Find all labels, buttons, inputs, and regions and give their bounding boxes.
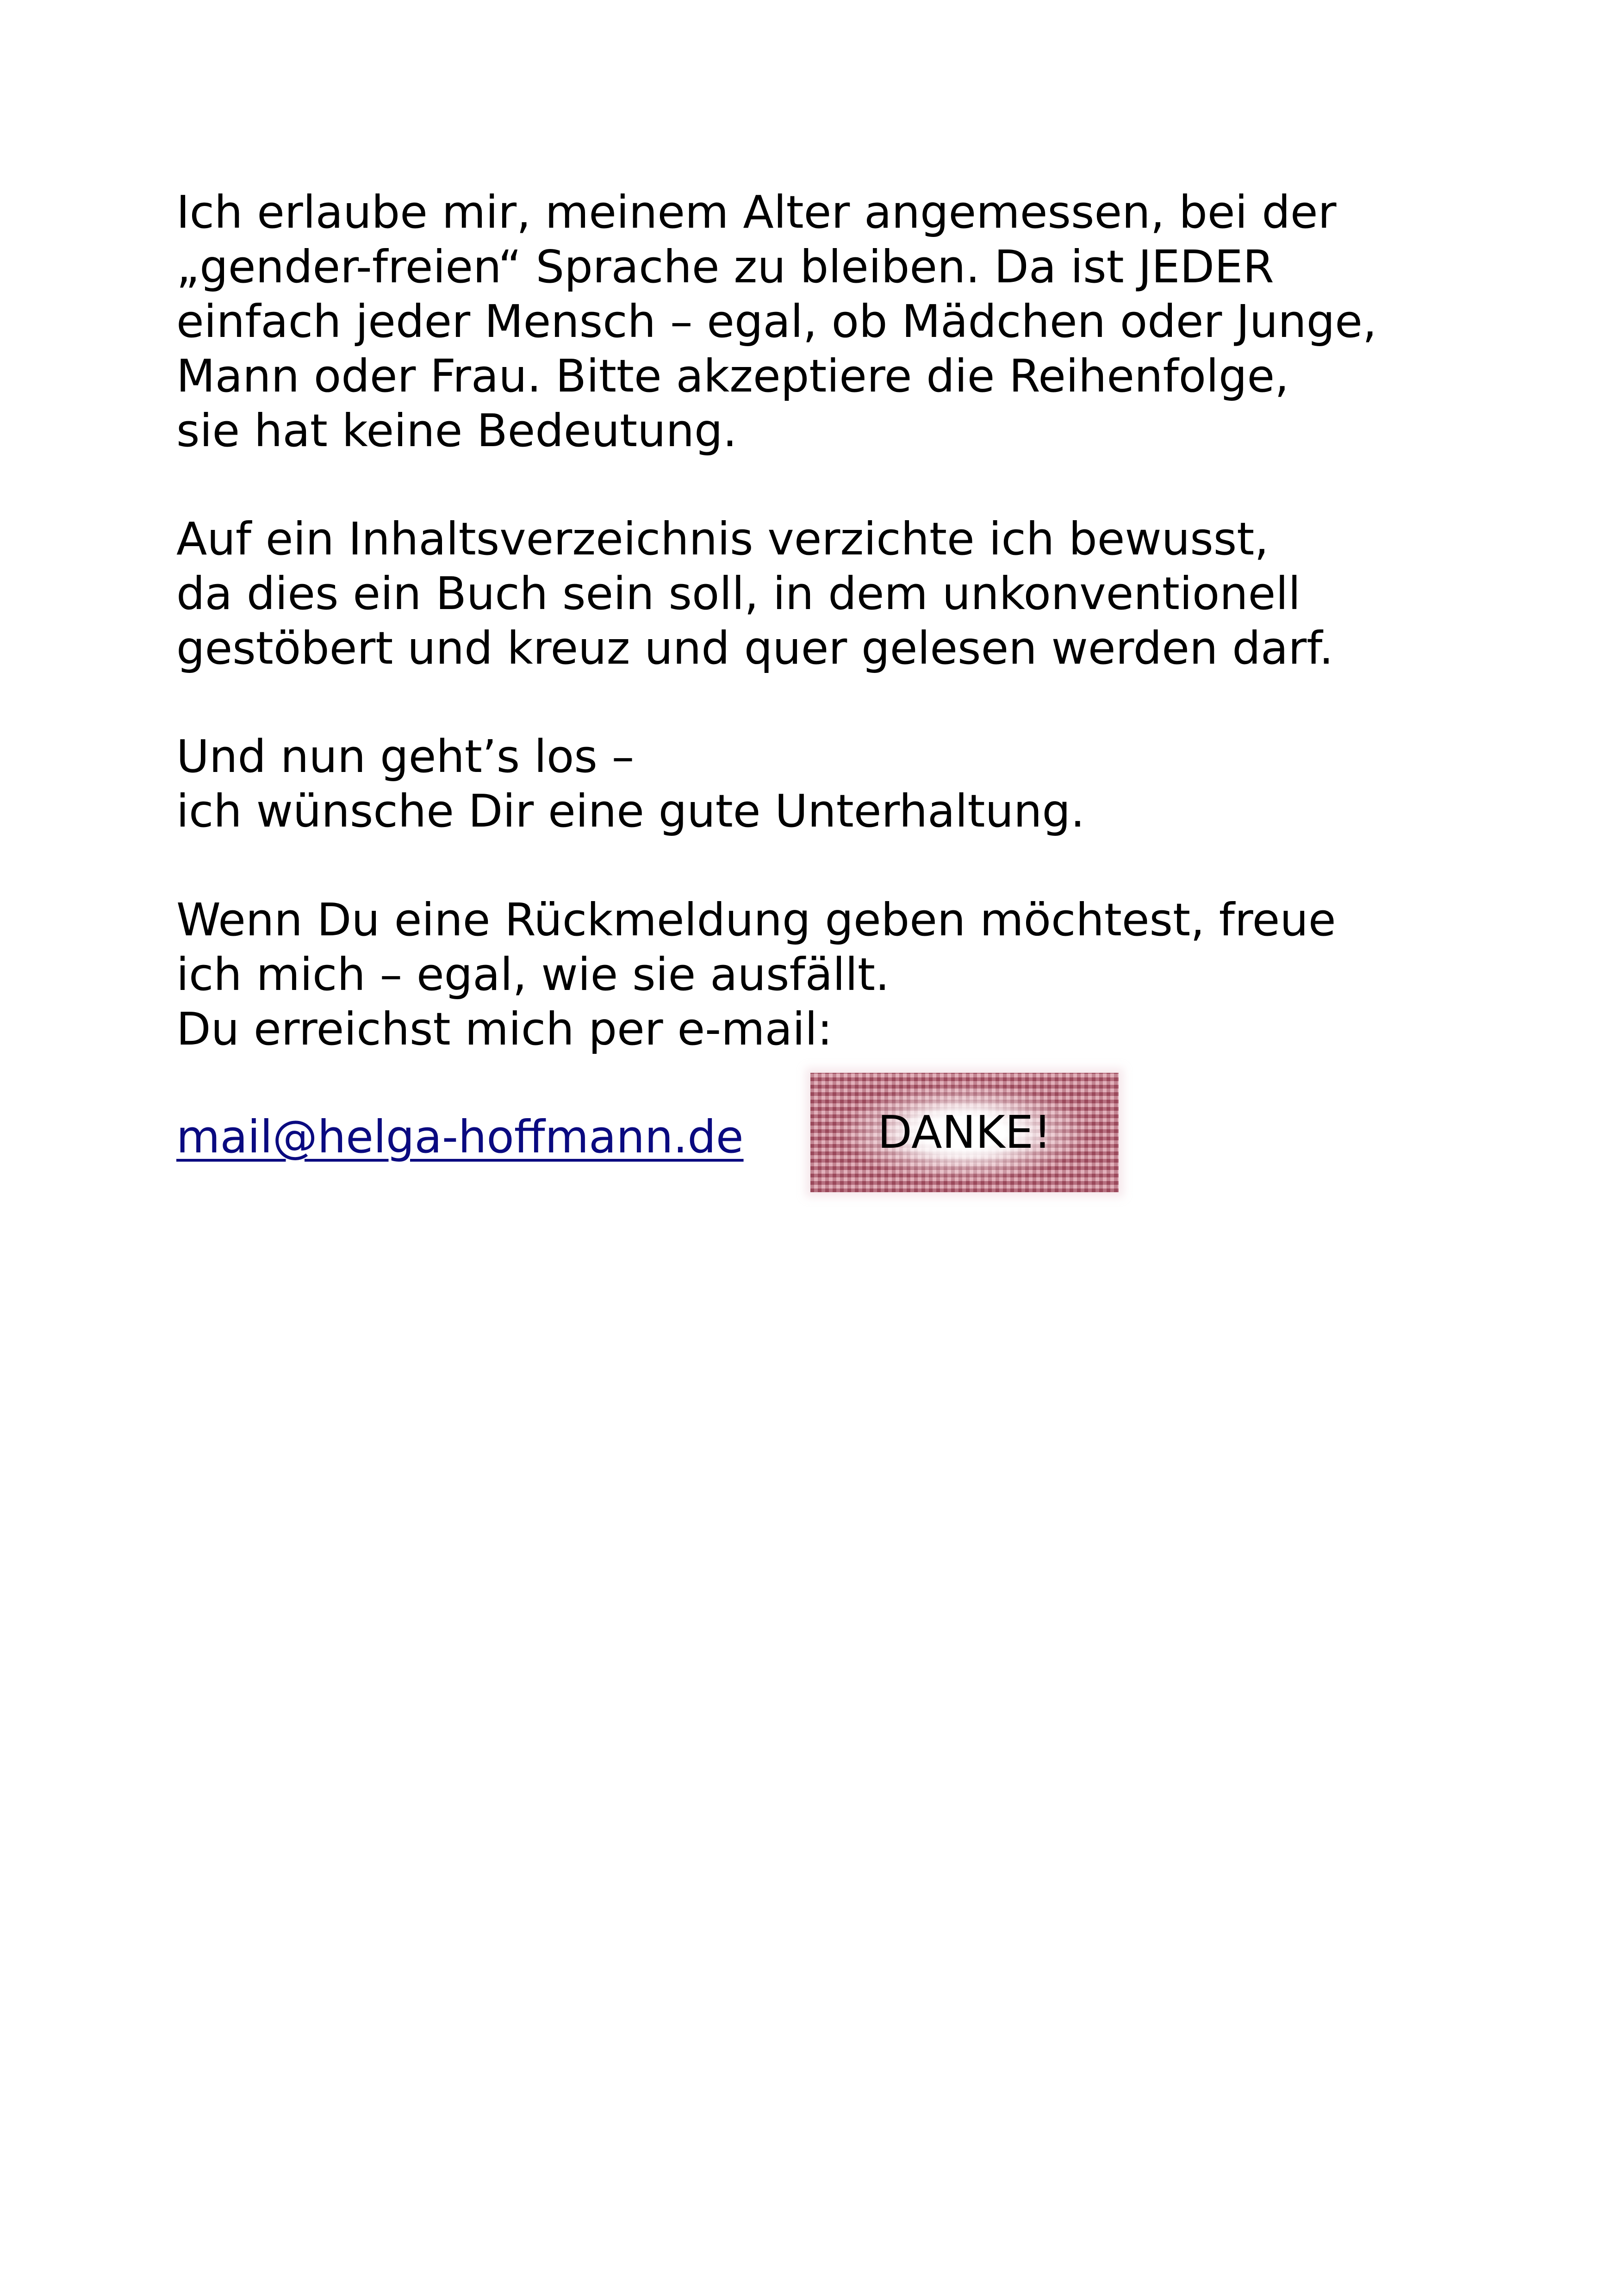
text-line: Wenn Du eine Rückmeldung geben möchtest, freue [176, 894, 1336, 946]
paragraph-feedback [176, 893, 1336, 1057]
paragraph-gender-language [176, 185, 1377, 458]
text-line: Du erreichst mich per e-mail: [176, 1003, 833, 1055]
danke-label: DANKE! [877, 1106, 1052, 1158]
text-line: Ich erlaube mir, meinem Alter angemessen, bei der [176, 186, 1337, 238]
paragraph-table-of-contents [176, 512, 1333, 676]
text-line: da dies ein Buch sein soll, in dem unkonventionell [176, 567, 1301, 620]
text-line: ich wünsche Dir eine gute Unterhaltung. [176, 785, 1085, 837]
danke-badge-image [810, 1073, 1119, 1192]
text-line: Und nun geht’s los – [176, 730, 635, 783]
text-line: gestöbert und kreuz und quer gelesen werden darf. [176, 622, 1334, 674]
text-line: Mann oder Frau. Bitte akzeptiere die Reihenfolge, [176, 350, 1289, 402]
email-link[interactable]: mail@helga-hoffmann.de [176, 1111, 744, 1163]
text-line: „gender-freien“ Sprache zu bleiben. Da ist JEDER [176, 241, 1274, 293]
paragraph-lets-go [176, 729, 1085, 839]
text-line: sie hat keine Bedeutung. [176, 404, 737, 457]
text-line: ich mich – egal, wie sie ausfällt. [176, 948, 890, 1001]
text-line: einfach jeder Mensch – egal, ob Mädchen oder Junge, [176, 295, 1377, 348]
text-line: Auf ein Inhaltsverzeichnis verzichte ich bewusst, [176, 513, 1269, 565]
